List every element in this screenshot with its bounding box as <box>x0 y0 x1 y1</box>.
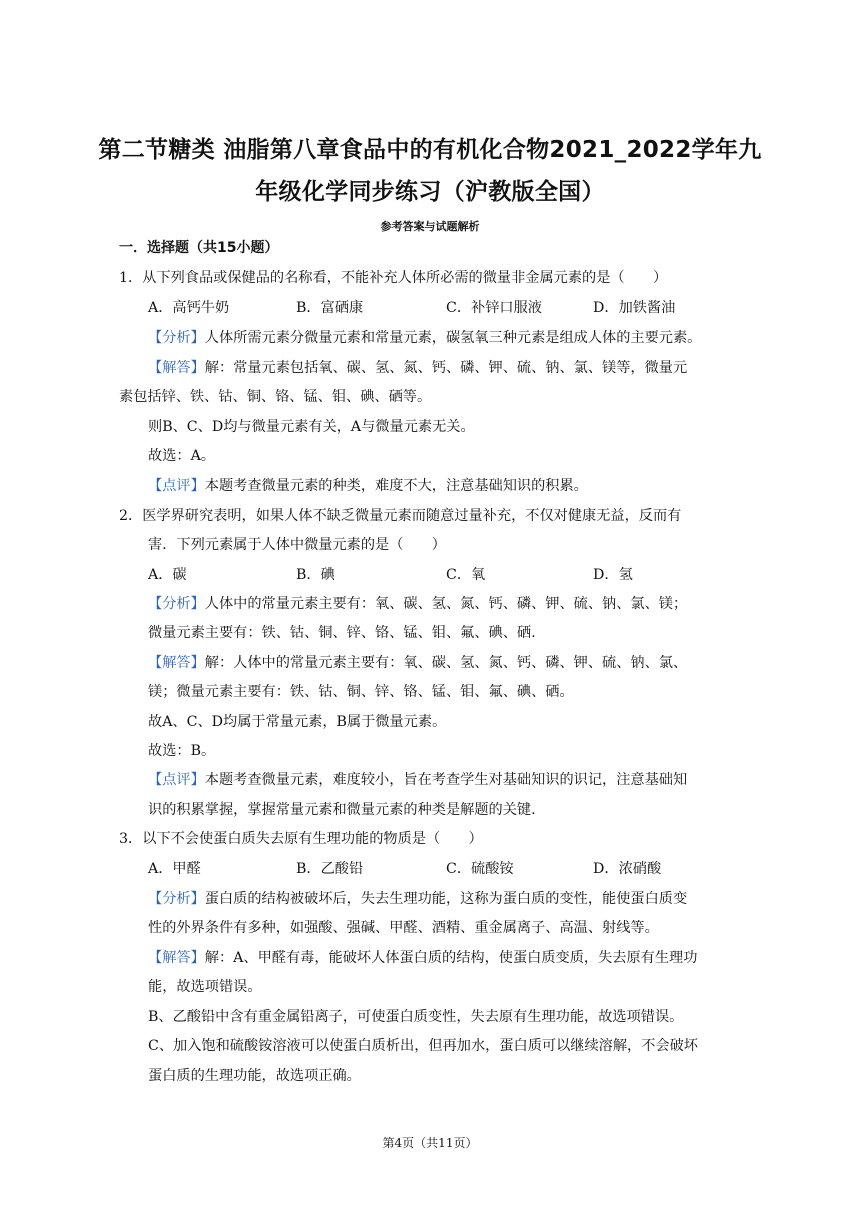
q3-answer-text-4: C、加入饱和硫酸铵溶液可以使蛋白质析出，但再加水，蛋白质可以继续溶解，不会破坏 <box>148 1038 698 1054</box>
q1-answer-text-3: 则B、C、D均与微量元素有关，A与微量元素无关。 <box>148 419 475 435</box>
q2-option-a: A．碳 <box>148 567 187 583</box>
q2-option-b: B．碘 <box>296 567 335 583</box>
q3-option-c: C．硫酸铵 <box>446 861 514 877</box>
q3-answer-text-5: 蛋白质的生理功能，故选项正确。 <box>148 1068 361 1084</box>
q2-answer-text-2: 镁；微量元素主要有：铁、钴、铜、锌、铬、锰、钼、氟、碘、硒。 <box>148 684 574 700</box>
q1-comment <box>148 476 588 496</box>
q2-comment <box>148 770 687 790</box>
document-title-line-1: 第二节糖类 油脂第八章食品中的有机化合物2021_2022学年九 <box>98 137 762 163</box>
answer-tag: 【解答】 <box>148 360 205 376</box>
q2-analysis-text-2: 微量元素主要有：铁、钴、铜、锌、铬、锰、钼、氟、碘、硒. <box>148 625 536 641</box>
q1-option-a: A．高钙牛奶 <box>148 300 230 316</box>
q2-answer-text-1: 解：人体中的常量元素主要有：氧、碳、氢、氮、钙、磷、钾、硫、钠、氯、 <box>204 655 688 671</box>
q2-analysis-text-1: 人体中的常量元素主要有：氧、碳、氢、氮、钙、磷、钾、硫、钠、氯、镁； <box>204 596 688 612</box>
q3-analysis-text-1: 蛋白质的结构被破坏后，失去生理功能，这称为蛋白质的变性，能使蛋白质变 <box>204 891 688 907</box>
analysis-tag: 【分析】 <box>148 596 205 612</box>
comment-tag: 【点评】 <box>148 478 205 494</box>
document-title-line-2: 年级化学同步练习（沪教版全国） <box>255 179 605 205</box>
q2-comment-text-2: 识的积累掌握，掌握常量元素和微量元素的种类是解题的关键. <box>148 802 536 818</box>
q1-answer-text-4: 故选：A。 <box>148 448 215 464</box>
q1-answer-text-2: 素包括锌、铁、钴、铜、铬、锰、钼、碘、硒等。 <box>119 389 432 405</box>
q2-option-d: D．氢 <box>593 567 633 583</box>
analysis-tag: 【分析】 <box>148 330 205 346</box>
q1-answer <box>148 358 687 378</box>
q2-analysis <box>148 594 687 614</box>
q3-option-d: D．浓硝酸 <box>593 861 662 877</box>
q3-answer-text-1: 解：A、甲醛有毒，能破坏人体蛋白质的结构，使蛋白质变质，失去原有生理功 <box>204 950 698 966</box>
q3-answer <box>148 948 697 968</box>
q2-stem-2: 害．下列元素属于人体中微量元素的是（ ） <box>148 537 446 553</box>
q3-analysis-text-2: 性的外界条件有多种，如强酸、强碱、甲醛、酒精、重金属离子、高温、射线等。 <box>148 920 659 936</box>
answer-tag: 【解答】 <box>148 655 205 671</box>
analysis-tag: 【分析】 <box>148 891 205 907</box>
q1-option-c: C．补锌口服液 <box>446 300 542 316</box>
page-footer: 第4页（共11页） <box>382 1136 478 1150</box>
q2-stem-1: 2．医学界研究表明，如果人体不缺乏微量元素而随意过量补充，不仅对健康无益，反而有 <box>119 508 682 524</box>
q2-answer <box>148 653 687 673</box>
q1-comment-text: 本题考查微量元素的种类，难度不大，注意基础知识的积累。 <box>204 478 588 494</box>
q2-answer-text-4: 故选：B。 <box>148 743 216 759</box>
q1-answer-text-1: 解：常量元素包括氧、碳、氢、氮、钙、磷、钾、硫、钠、氯、镁等，微量元 <box>204 360 688 376</box>
q3-stem: 3．以下不会使蛋白质失去原有生理功能的物质是（ ） <box>119 831 483 847</box>
q1-stem: 1．从下列食品或保健品的名称看，不能补充人体所必需的微量非金属元素的是（ ） <box>119 270 668 286</box>
q1-analysis-text: 人体所需元素分微量元素和常量元素，碳氢氧三种元素是组成人体的主要元素。 <box>204 330 702 346</box>
q1-option-b: B．富硒康 <box>296 300 364 316</box>
q3-answer-text-3: B、乙酸铅中含有重金属铅离子，可使蛋白质变性，失去原有生理功能，故选项错误。 <box>148 1009 684 1025</box>
q2-option-c: C．氧 <box>446 567 486 583</box>
q2-answer-text-3: 故A、C、D均属于常量元素，B属于微量元素。 <box>148 714 447 730</box>
q3-option-a: A．甲醛 <box>148 861 201 877</box>
q3-answer-text-2: 能，故选项错误。 <box>148 979 262 995</box>
comment-tag: 【点评】 <box>148 772 205 788</box>
q3-analysis <box>148 889 687 909</box>
document-subtitle: 参考答案与试题解析 <box>380 220 480 233</box>
q2-comment-text-1: 本题考查微量元素，难度较小，旨在考查学生对基础知识的识记，注意基础知 <box>204 772 688 788</box>
section-heading: 一．选择题（共15小题） <box>119 240 279 256</box>
q1-analysis <box>148 328 701 348</box>
answer-tag: 【解答】 <box>148 950 205 966</box>
q3-option-b: B．乙酸铅 <box>296 861 364 877</box>
q1-option-d: D．加铁酱油 <box>593 300 676 316</box>
